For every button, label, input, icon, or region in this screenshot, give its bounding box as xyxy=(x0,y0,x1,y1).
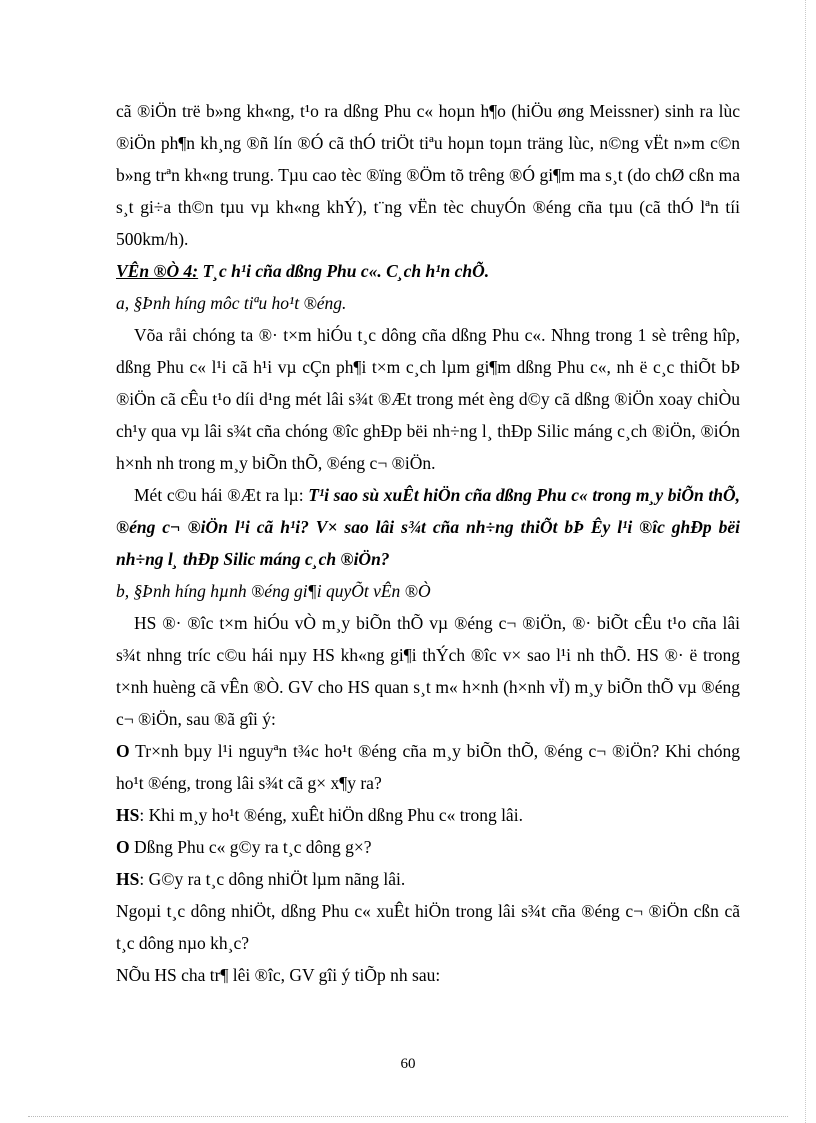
dialog-student-2 xyxy=(116,863,740,895)
dialog-student-1-text: : Khi m¸y ho¹t ®éng, xuÊt hiÖn dßng Phu c« trong lâi. xyxy=(139,805,523,825)
paragraph-other-effects: Ngoµi t¸c dông nhiÖt, dßng Phu c« xuÊt hiÖn trong lâi s¾t cña ®éng c¬ ®iÖn cßn cã t¸c dông nµo kh¸c? xyxy=(116,901,740,953)
teacher-marker: O xyxy=(116,741,130,761)
footer-divider xyxy=(28,1116,788,1117)
section-heading-prefix: VÊn ®Ò 4: xyxy=(116,261,199,281)
paragraph-intro: cã ®iÖn trë b»ng kh«ng, t¹o ra dßng Phu c« hoµn h¶o (hiÖu øng Meissner) sinh ra lùc ®iÖn ph¶n kh¸ng ®ñ lín ®Ó cã thÓ triÖt tiªu hoµn toµn träng lùc, n©ng vËt n»m c©n b»ng trªn kh«ng trung. Tµu cao tèc ®ïng ®Öm tõ trêng ®Ó gi¶m ma s¸t (do chØ cßn ma s¸t gi÷a th©n tµu vµ kh«ng khÝ), t¨ng vËn tèc chuyÓn ®éng cña tµu (cã thÓ lªn tíi 500km/h). xyxy=(116,101,740,249)
page-number: 60 xyxy=(400,1056,416,1072)
paragraph-question xyxy=(116,479,740,575)
section-heading-title: T¸c h¹i cña dßng Phu c«. C¸ch h¹n chÕ. xyxy=(198,261,490,281)
student-marker: HS xyxy=(116,805,140,825)
paragraph-hint: NÕu HS cha tr¶ lêi ®îc, GV gîi ý tiÕp nh sau: xyxy=(116,965,441,985)
question-lead: Mét c©u hái ®Æt ra lµ: xyxy=(134,485,309,505)
page-right-border xyxy=(805,0,806,1123)
page-content xyxy=(116,95,740,991)
dialog-teacher-2 xyxy=(116,831,740,863)
paragraph-students: HS ®· ®îc t×m hiÓu vÒ m¸y biÕn thÕ vµ ®éng c¬ ®iÖn, ®· biÕt cÊu t¹o cña lâi s¾t nhng tríc c©u hái nµy HS kh«ng gi¶i thÝch ®îc v× sao l¹i nh thÕ. HS ®· ë trong t×nh huèng cã vÊn ®Ò. GV cho HS quan s¸t m« h×nh (h×nh vÏ) m¸y biÕn thÕ vµ ®éng c¬ ®iÖn, sau ®ã gîi ý: xyxy=(116,613,740,729)
dialog-student-2-text: : G©y ra t¸c dông nhiÖt lµm nãng lâi. xyxy=(139,869,406,889)
teacher-marker: O xyxy=(116,837,130,857)
dialog-teacher-1-text: Tr×nh bµy l¹i nguyªn t¾c ho¹t ®éng cña m¸y biÕn thÕ, ®éng c¬ ®iÖn? Khi chóng ho¹t ®éng, trong lâi s¾t cã g× x¶y ra? xyxy=(116,741,740,793)
section-heading xyxy=(116,255,740,287)
student-marker: HS xyxy=(116,869,140,889)
dialog-teacher-2-text: Dßng Phu c« g©y ra t¸c dông g×? xyxy=(129,837,372,857)
paragraph-harm-intro: Võa råi chóng ta ®· t×m hiÓu t¸c dông cña dßng Phu c«. Nhng trong 1 sè trêng hîp, dßng Phu c« l¹i cã h¹i vµ cÇn ph¶i t×m c¸ch lµm gi¶m dßng Phu c«, nh ë c¸c thiÕt bÞ ®iÖn cã cÊu t¹o díi d¹ng mét lâi s¾t ®Æt trong mét èng d©y cã dßng ®iÖn xoay chiÒu ch¹y qua vµ lâi s¾t cña chóng ®îc ghÐp bëi nh÷ng l¸ thÐp Silic máng c¸ch ®iÖn, ®iÓn h×nh nh trong m¸y biÕn thÕ, ®éng c¬ ®iÖn. xyxy=(116,325,740,473)
subheading-b: b, §Þnh híng hµnh ®éng gi¶i quyÕt vÊn ®Ò xyxy=(116,581,431,601)
dialog-student-1 xyxy=(116,799,740,831)
subheading-a: a, §Þnh híng môc tiªu ho¹t ®éng. xyxy=(116,293,347,313)
dialog-teacher-1 xyxy=(116,735,740,799)
question-text: T¹i sao sù xuÊt hiÖn cña dßng Phu c« trong m¸y biÕn thÕ, ®éng c¬ ®iÖn l¹i cã h¹i? V× sao lâi s¾t cña nh÷ng thiÕt bÞ Êy l¹i ®îc ghÐp bëi nh÷ng l¸ thÐp Silic máng c¸ch ®iÖn? xyxy=(116,485,740,569)
